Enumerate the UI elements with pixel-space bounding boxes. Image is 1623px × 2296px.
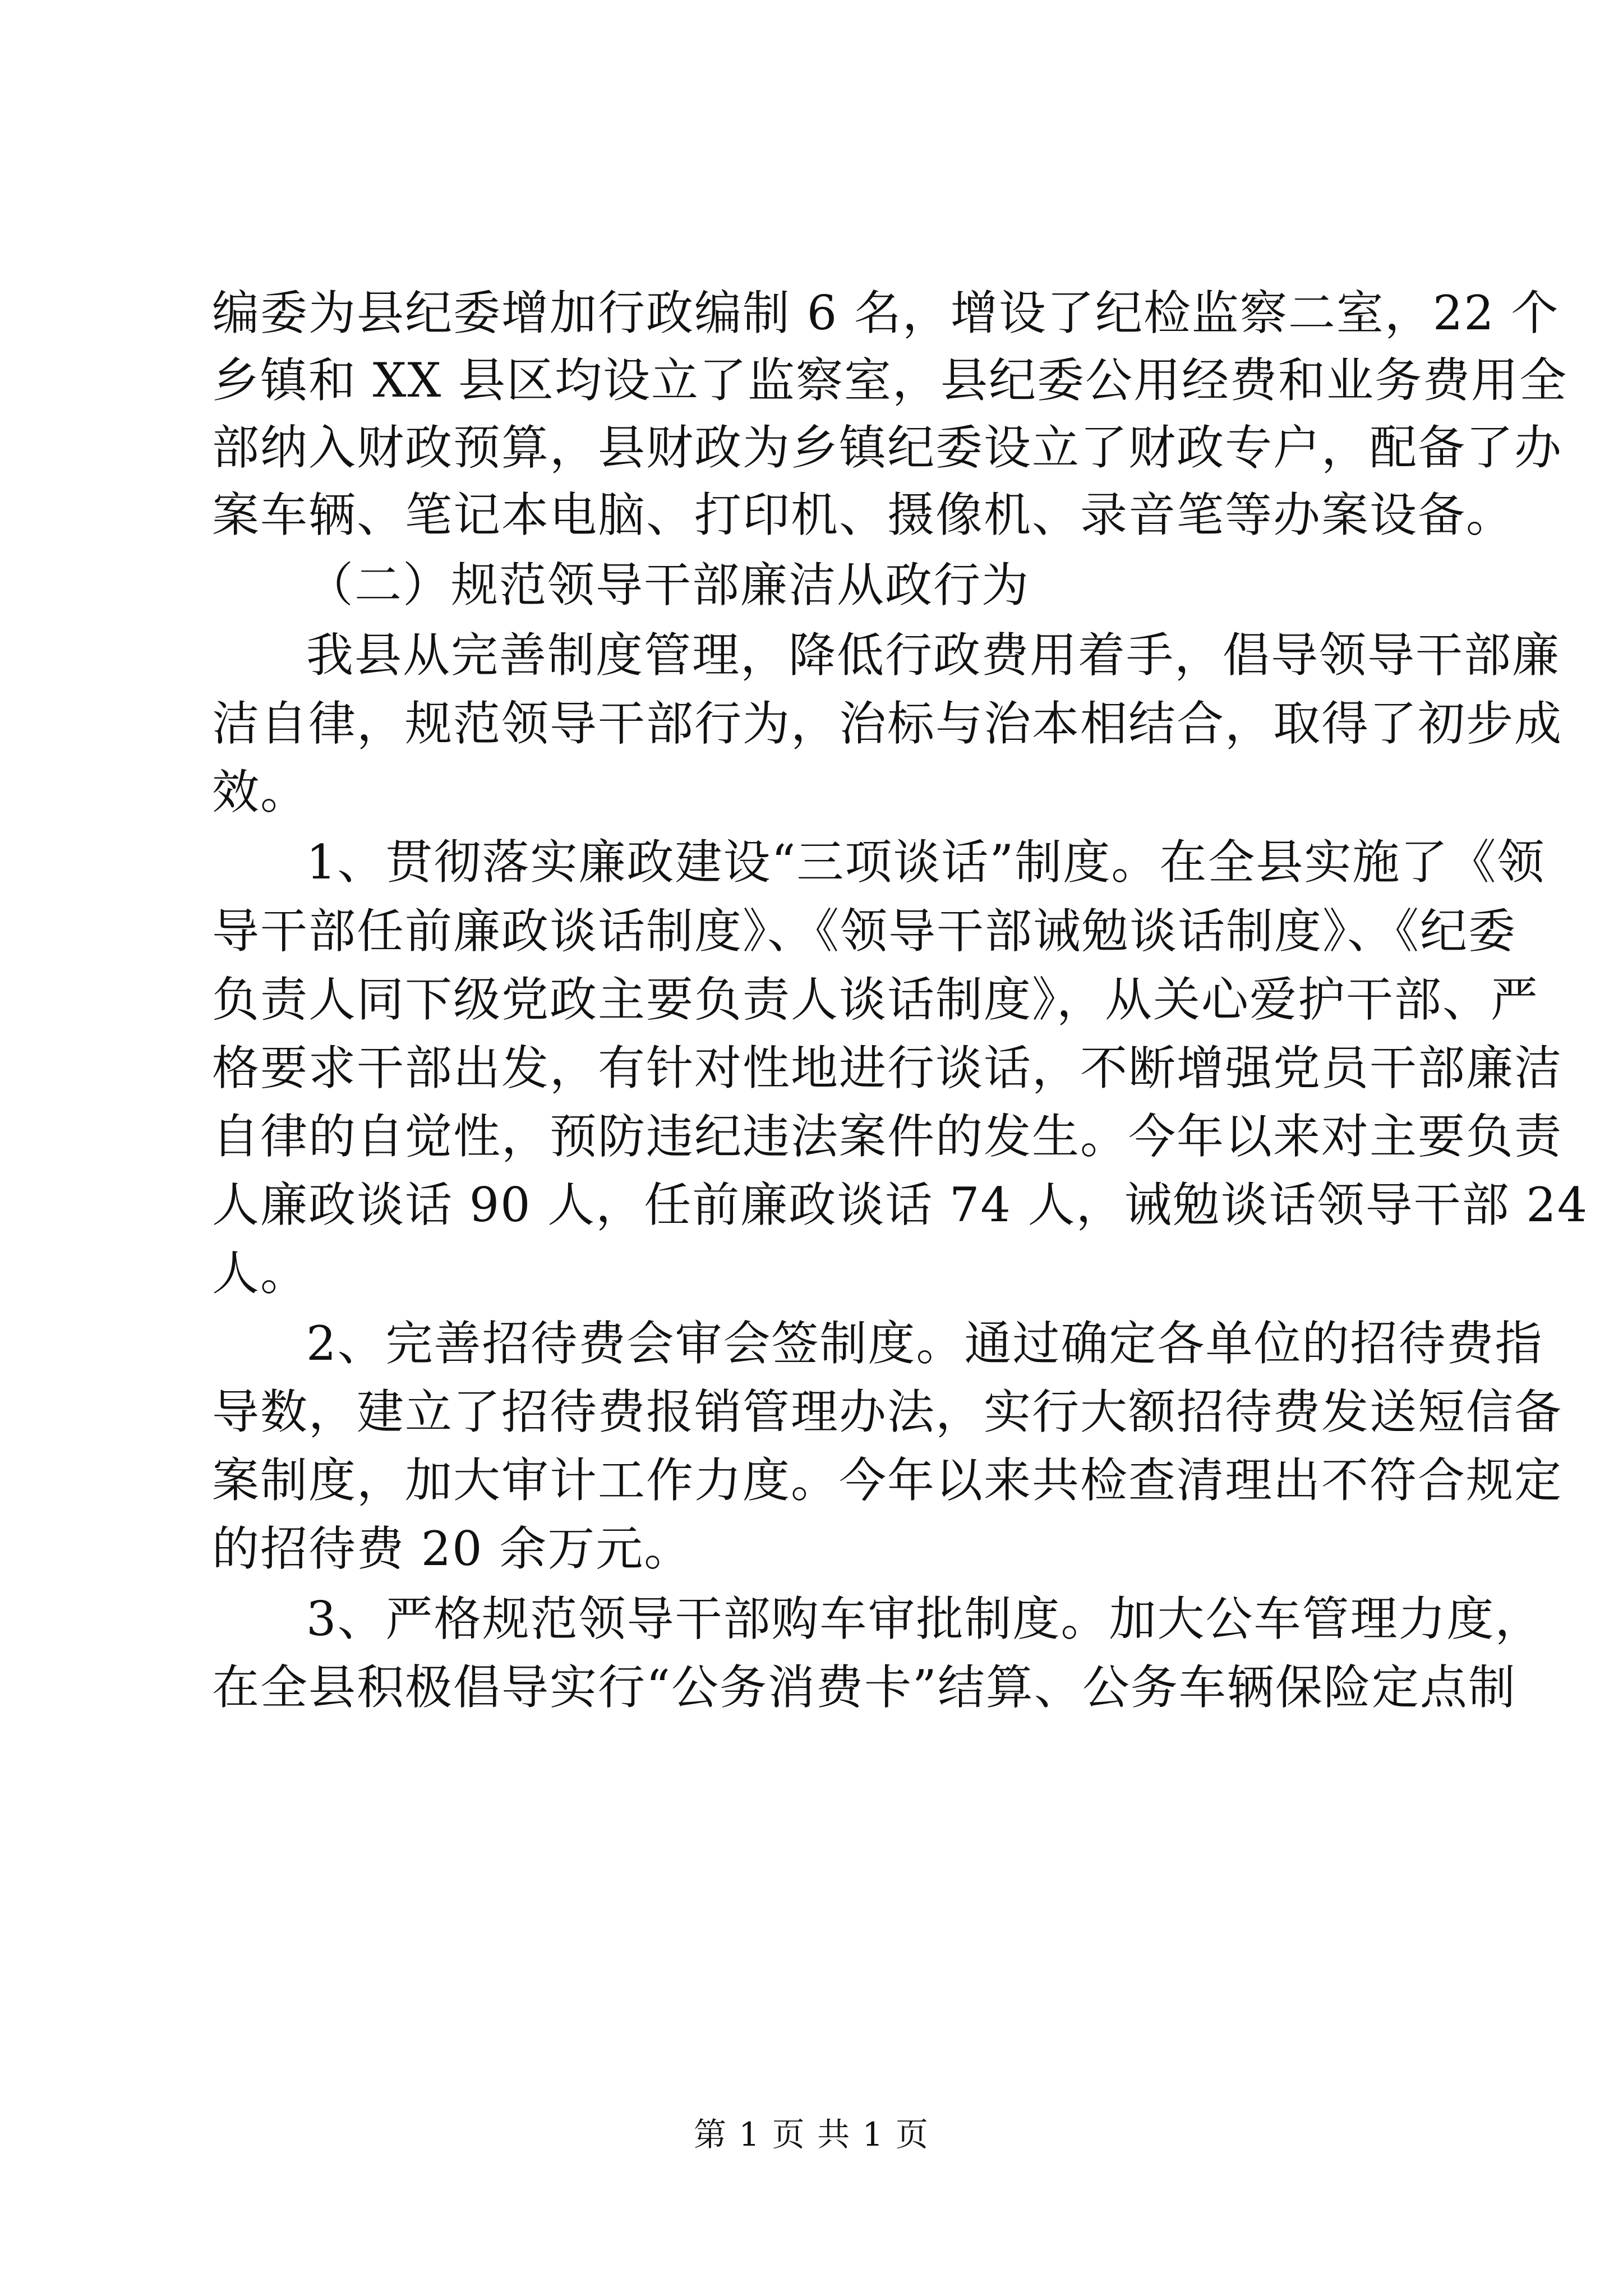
list-item-first-line: 2、完善招待费会审会签制度。通过确定各单位的招待费指	[306, 1316, 1543, 1371]
page-number: 第 1 页 共 1 页	[694, 2115, 929, 2154]
text-line: 案车辆、笔记本电脑、打印机、摄像机、录音笔等办案设备。	[212, 487, 1515, 542]
text-line: 在全县积极倡导实行“公务消费卡”结算、公务车辆保险定点制	[212, 1660, 1516, 1715]
text-line: 人。	[212, 1246, 309, 1301]
text-line: 的招待费 20 余万元。	[212, 1521, 693, 1576]
text-line: 部纳入财政预算，县财政为乡镇纪委设立了财政专户，配备了办	[212, 420, 1563, 475]
section-heading: （二）规范领导干部廉洁从政行为	[306, 558, 1030, 613]
text-line: 洁自律，规范领导干部行为，治标与治本相结合，取得了初步成	[212, 696, 1563, 751]
text-line: 负责人同下级党政主要负责人谈话制度》，从关心爱护干部、严	[212, 972, 1539, 1027]
text-line: 案制度，加大审计工作力度。今年以来共检查清理出不符合规定	[212, 1453, 1563, 1508]
text-line: 效。	[212, 765, 309, 820]
text-line: 乡镇和 XX 县区均设立了监察室，县纪委公用经费和业务费用全	[212, 353, 1568, 408]
list-item-first-line: 3、严格规范领导干部购车审批制度。加大公车管理力度，	[306, 1591, 1543, 1646]
text-line: 导数，建立了招待费报销管理办法，实行大额招待费发送短信备	[212, 1384, 1563, 1439]
text-line: 格要求干部出发，有针对性地进行谈话，不断增强党员干部廉洁	[212, 1041, 1563, 1096]
list-item-first-line: 1、贯彻落实廉政建设“三项谈话”制度。在全县实施了《领	[306, 835, 1546, 890]
text-line: 自律的自觉性，预防违纪违法案件的发生。今年以来对主要负责	[212, 1109, 1563, 1164]
text-line: 人廉政谈话 90 人，任前廉政谈话 74 人，诫勉谈话领导干部 24	[212, 1177, 1589, 1232]
text-line: 导干部任前廉政谈话制度》、《领导干部诫勉谈话制度》、《纪委	[212, 904, 1517, 959]
paragraph-first-line: 我县从完善制度管理，降低行政费用着手，倡导领导干部廉	[306, 628, 1561, 683]
text-line: 编委为县纪委增加行政编制 6 名，增设了纪检监察二室，22 个	[212, 286, 1560, 341]
